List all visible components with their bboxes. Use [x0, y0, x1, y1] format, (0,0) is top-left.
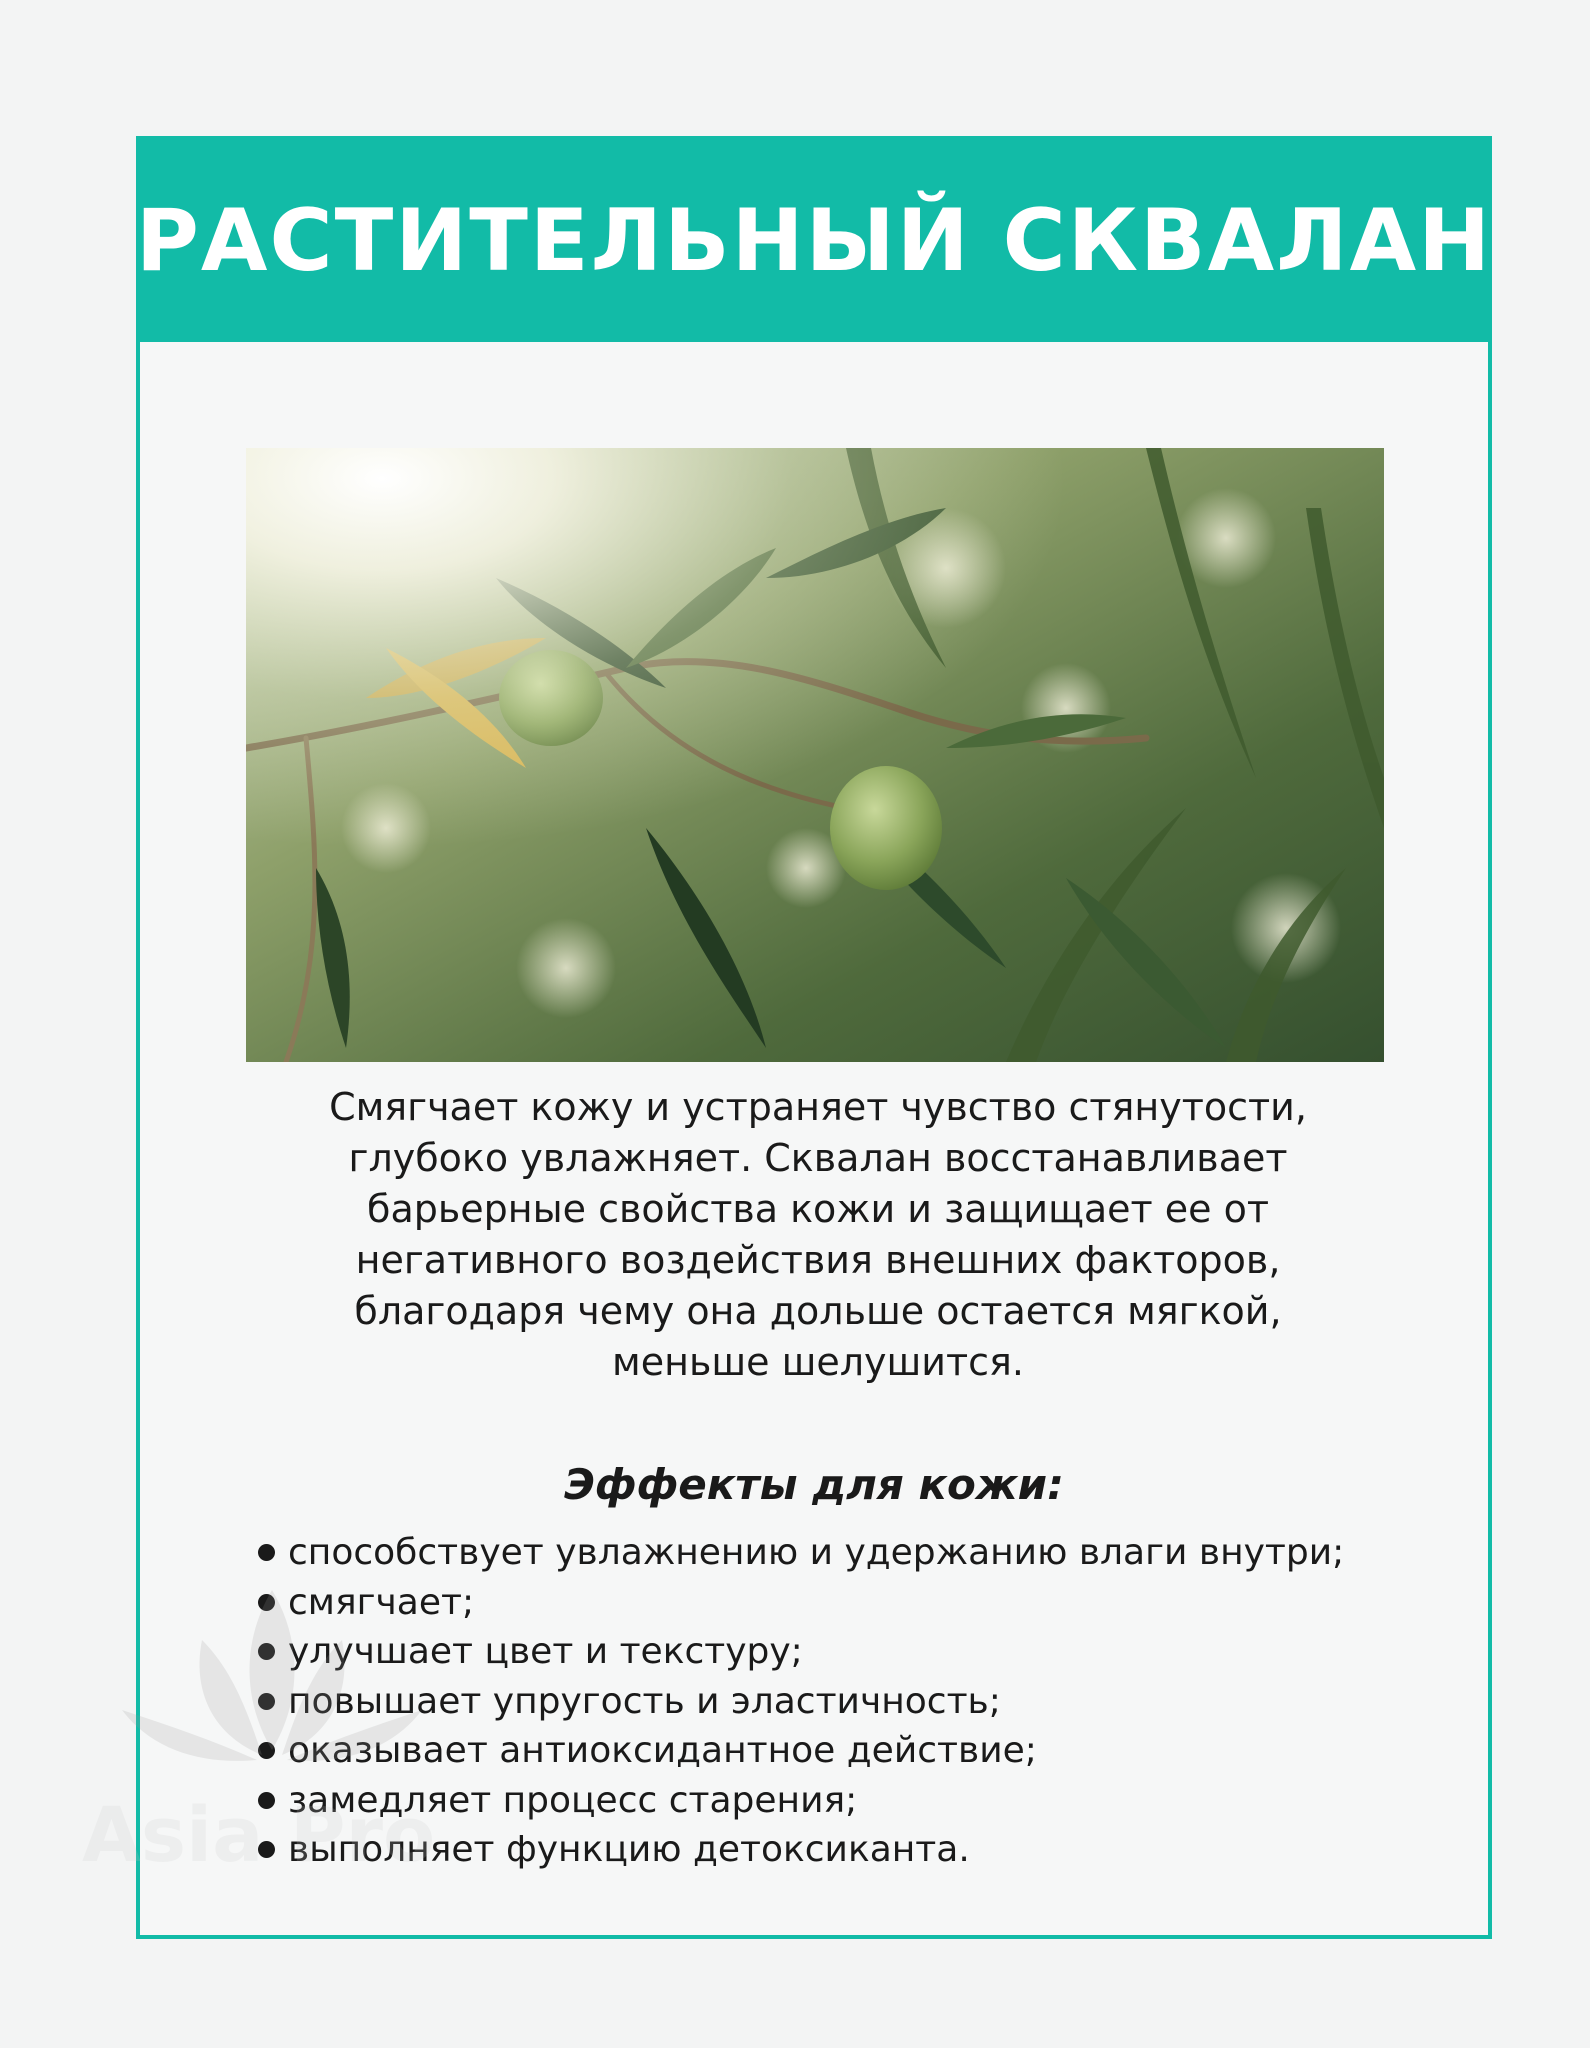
intro-line: глубоко увлажняет. Сквалан восстанавливает: [348, 1136, 1288, 1180]
intro-paragraph: [200, 1082, 1436, 1388]
olive-photo-illustration: [246, 448, 1384, 1062]
list-item-text: выполняет функцию детоксиканта.: [288, 1829, 970, 1870]
intro-line: благодаря чему она дольше остается мягкой,: [354, 1289, 1282, 1333]
bullet-icon: [258, 1544, 275, 1561]
watermark-text: Asia Pro: [82, 1790, 436, 1879]
list-item-text: замедляет процесс старения;: [288, 1779, 858, 1821]
list-item-text: улучшает цвет и текстуру;: [288, 1631, 803, 1672]
list-item-text: смягчает;: [288, 1581, 475, 1623]
list-item-text: способствует увлажнению и удержанию влаги внутри;: [288, 1532, 1345, 1573]
intro-line: меньше шелушится.: [612, 1340, 1024, 1384]
lotus-logo-icon: [82, 1560, 462, 1800]
intro-line: Смягчает кожу и устраняет чувство стянутости,: [329, 1085, 1307, 1129]
effects-heading: Эффекты для кожи:: [564, 1460, 1064, 1509]
olive-branch-photo: [246, 448, 1384, 1062]
asia-pro-watermark: [82, 1560, 462, 1940]
title-banner: [135, 140, 1493, 342]
list-item-text: повышает упругость и эластичность;: [288, 1680, 1001, 1722]
list-item-text: оказывает антиоксидантное действие;: [288, 1730, 1037, 1771]
intro-line: барьерные свойства кожи и защищает ее от: [367, 1187, 1269, 1231]
intro-line: негативного воздействия внешних факторов,: [355, 1238, 1281, 1282]
page-title: РАСТИТЕЛЬНЫЙ СКВАЛАН: [135, 191, 1493, 291]
